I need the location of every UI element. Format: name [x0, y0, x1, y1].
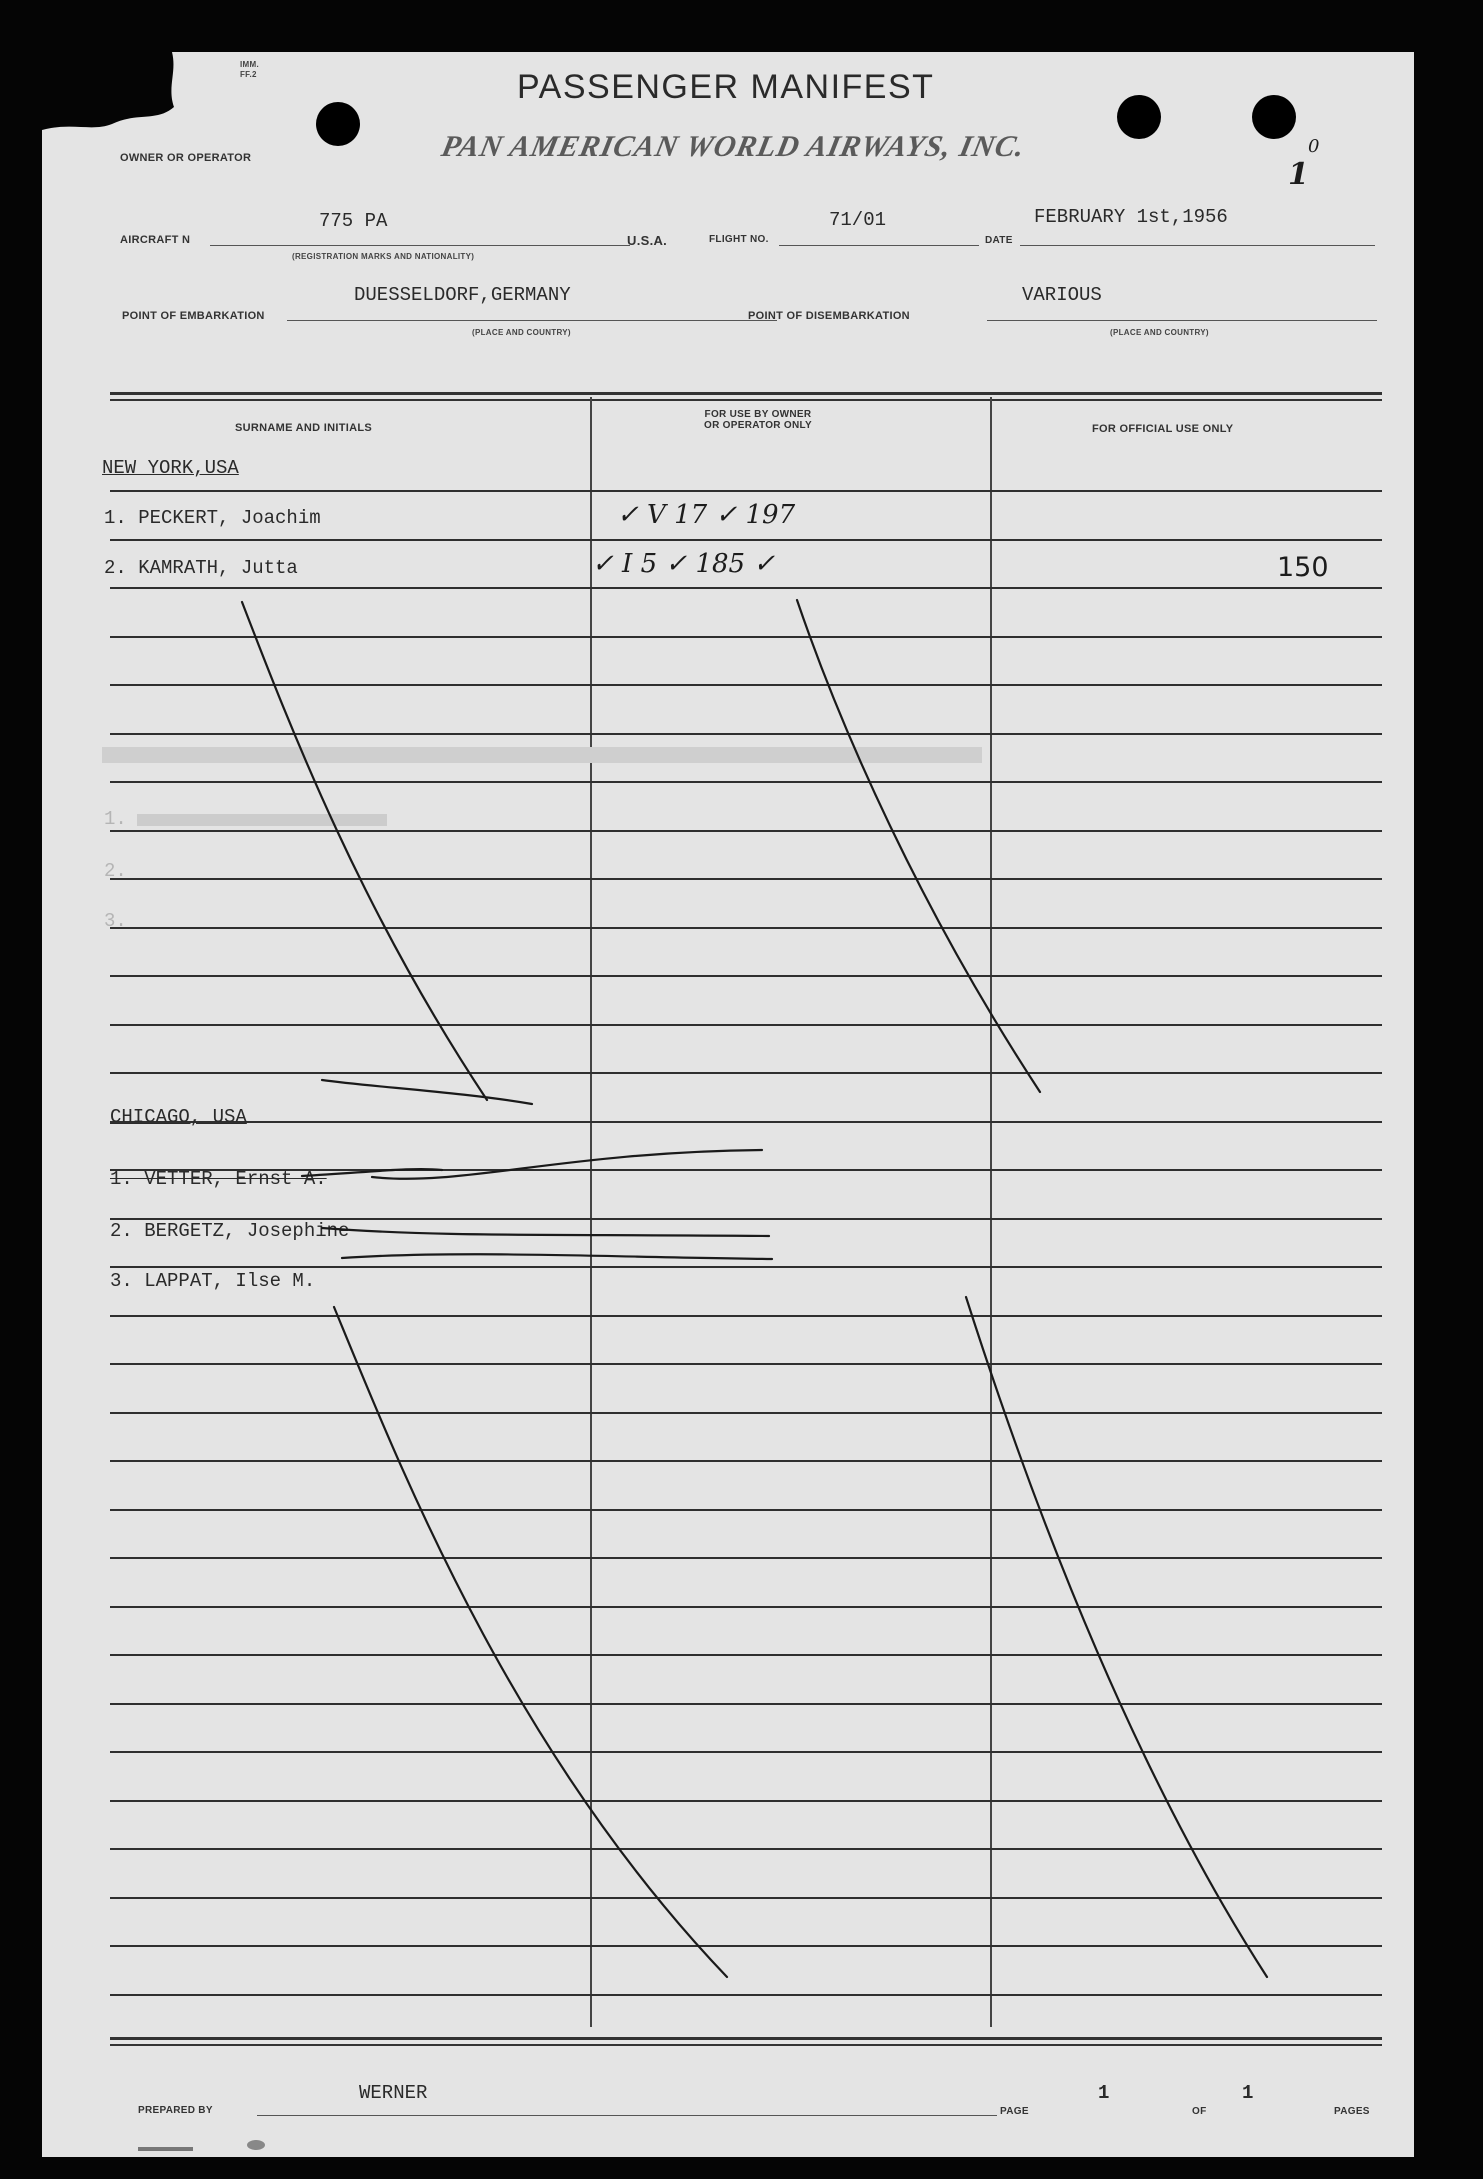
place-caption: (PLACE AND COUNTRY) — [472, 328, 571, 337]
col-header-surname: SURNAME AND INITIALS — [235, 422, 372, 434]
aircraft-value: 775 PA — [319, 210, 388, 232]
footer-rule — [110, 2044, 1382, 2046]
col-header-official: FOR OFFICIAL USE ONLY — [1092, 423, 1234, 435]
passenger-name: 2. BERGETZ, Josephine — [110, 1220, 350, 1242]
place-caption: (PLACE AND COUNTRY) — [1110, 328, 1209, 337]
aircraft-label: AIRCRAFT N — [120, 234, 191, 246]
disembarkation-value: VARIOUS — [1022, 284, 1102, 306]
prepared-underline — [257, 2115, 997, 2116]
handwritten-mark: 0 — [1308, 136, 1320, 157]
registration-caption: (REGISTRATION MARKS AND NATIONALITY) — [292, 252, 475, 261]
erased-row: 3. — [104, 910, 127, 932]
footer-rule — [110, 2037, 1382, 2040]
page-title: PASSENGER MANIFEST — [517, 68, 935, 106]
erased-row: 2. — [104, 860, 127, 882]
pen-strokes — [42, 52, 1414, 2157]
owner-note: ✓ V 17 ✓ 197 — [617, 500, 796, 530]
passenger-name: 2. KAMRATH, Jutta — [104, 557, 298, 579]
date-label: DATE — [985, 235, 1013, 246]
company-name: PAN AMERICAN WORLD AIRWAYS, INC. — [438, 130, 1029, 163]
embarkation-value: DUESSELDORF,GERMANY — [354, 284, 571, 306]
page-label: PAGE — [1000, 2106, 1029, 2117]
handwritten-mark: 1 — [1288, 157, 1309, 192]
pages-label: PAGES — [1334, 2106, 1370, 2117]
group-heading: CHICAGO, USA — [110, 1106, 247, 1128]
group-heading: NEW YORK,USA — [102, 457, 239, 479]
disembarkation-label: POINT OF DISEMBARKATION — [748, 310, 910, 322]
col-header-owner: FOR USE BY OWNER OR OPERATOR ONLY — [704, 409, 812, 431]
usa-label: U.S.A. — [627, 233, 668, 248]
embarkation-label: POINT OF EMBARKATION — [122, 310, 265, 322]
of-pages-value: 1 — [1242, 2082, 1254, 2104]
prepared-by-value: WERNER — [359, 2082, 428, 2104]
flight-value: 71/01 — [829, 209, 887, 231]
owner-label: OWNER OR OPERATOR — [120, 152, 252, 164]
passenger-name: 1. VETTER, Ernst A. — [110, 1168, 327, 1190]
of-label: OF — [1192, 2106, 1207, 2117]
union-label-mark — [247, 2140, 265, 2150]
passenger-name: 3. LAPPAT, Ilse M. — [110, 1270, 316, 1292]
official-value: 150 — [1277, 552, 1329, 583]
manifest-page — [42, 52, 1414, 2157]
owner-note: ✓ I 5 ✓ 185 ✓ — [592, 549, 776, 579]
erased-row: 1. — [104, 808, 127, 830]
page-value: 1 — [1098, 2082, 1110, 2104]
date-value: FEBRUARY 1st,1956 — [1034, 206, 1228, 228]
flight-label: FLIGHT NO. — [709, 234, 769, 245]
prepared-label: PREPARED BY — [138, 2105, 213, 2116]
passenger-name: 1. PECKERT, Joachim — [104, 507, 321, 529]
printer-mark — [138, 2147, 193, 2151]
form-number: IMM. FF.2 — [240, 60, 259, 79]
